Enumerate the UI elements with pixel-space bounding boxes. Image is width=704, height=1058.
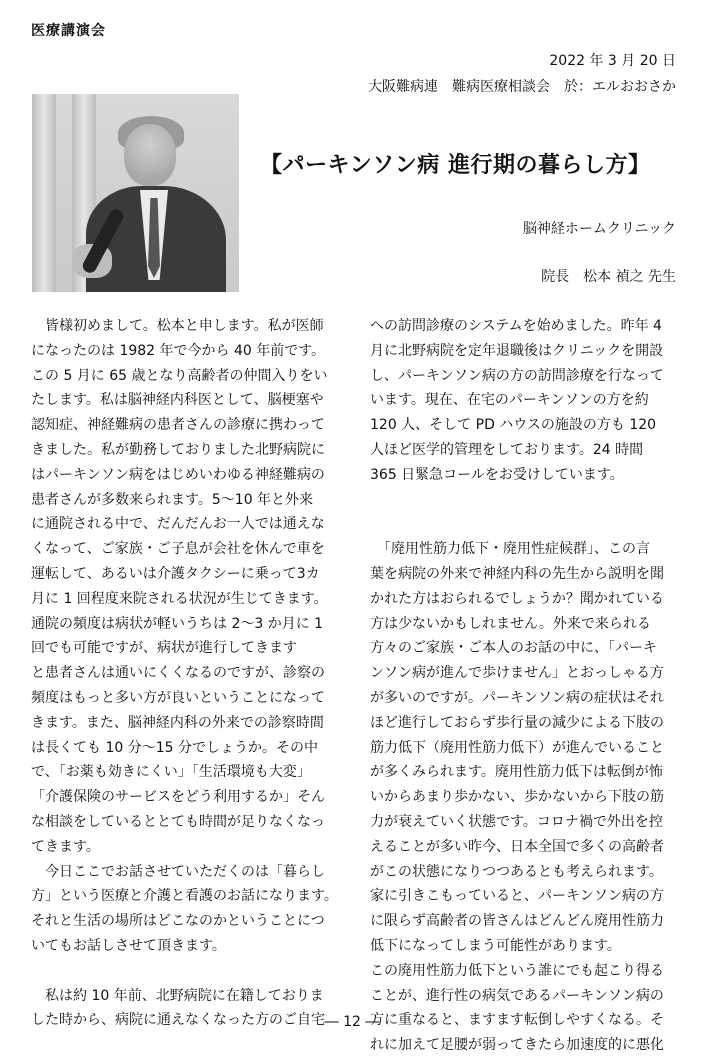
text-line: 今日ここでお話させていただくのは「暮らし: [31, 863, 325, 880]
speaker-head-shape: [124, 124, 176, 186]
speaker-photo: [32, 94, 239, 292]
text-line: 月に北野病院を定年退職後はクリニックを開設: [370, 342, 664, 359]
text-line: かれた方はおられるでしょうか？聞かれている: [370, 590, 664, 607]
text-line: 認知症、神経難病の患者さんの診療に携わって: [31, 417, 325, 434]
text-line: 通院の頻度は病状が軽いうちは 2～3 か月に 1: [31, 615, 324, 632]
text-line: な相談をしているととても時間が足りなくなっ: [31, 813, 325, 830]
text-line: いからあまり歩かない、歩かないから下肢の筋: [370, 789, 664, 806]
speaker-name: 院長 松本 禎之 先生: [541, 269, 676, 285]
text-line: ことが、進行性の病気であるパーキンソン病の: [370, 987, 664, 1004]
text-line: 方々のご家族・ご本人のお話の中に、「パーキ: [370, 640, 657, 657]
text-line: 365 日緊急コールをお受けしています。: [370, 466, 624, 483]
text-line: 運転して、あるいは介護タクシーに乗って3カ: [31, 565, 320, 582]
text-line: 方」という医療と介護と看護のお話になります。: [31, 888, 338, 905]
text-line: 筋力低下（廃用性筋力低下）が進んでいること: [370, 739, 664, 756]
text-line: たします。私は脳神経内科医として、脳梗塞や: [31, 392, 324, 409]
text-line: した時から、病院に通えなくなった方のご自宅: [31, 1012, 325, 1029]
text-line: きました。私が勤務しておりました北野病院に: [31, 441, 325, 458]
text-line: 「介護保険のサービスをどう利用するか」そん: [31, 789, 325, 806]
text-line: 葉を病院の外来で神経内科の先生から説明を聞: [370, 565, 664, 582]
text-line: れに加えて足腰が弱ってきたら加速度的に悪化: [370, 1037, 664, 1054]
text-line: 「廃用性筋力低下・廃用性症候群」、この言: [370, 541, 650, 558]
text-line: いてもお話しさせて頂きます。: [31, 937, 226, 954]
text-line: 低下になってしまう可能性があります。: [370, 937, 621, 954]
text-line: がこの状態になりつつあるとも考えられます。: [370, 863, 663, 880]
clinic-name: 脳神経ホームクリニック: [522, 221, 676, 237]
text-line: 方に重なると、ますます転倒しやすくなる。そ: [370, 1012, 664, 1029]
text-line: 方は少ないかもしれません。外来で来られる: [370, 615, 651, 632]
text-line: えることが多い昨今、日本全国で多くの高齢者: [370, 838, 664, 855]
right-column: [370, 314, 691, 1058]
lecture-title: 【パーキンソン病 進行期の暮らし方】: [260, 153, 651, 178]
left-column: [31, 314, 352, 1033]
text-line: [31, 959, 352, 984]
text-line: それと生活の場所はどこなのかということにつ: [31, 913, 325, 930]
text-line: この 5 月に 65 歳となり高齢者の仲間入りをい: [31, 367, 328, 384]
text-line: 120 人、そして PD ハウスの施設の方も 120: [370, 417, 657, 434]
section-label: 医療講演会: [31, 23, 106, 39]
text-line: 頻度はもっと多い方が良いということになって: [31, 689, 325, 706]
text-line: に限らず高齢者の皆さんはどんどん廃用性筋力: [370, 913, 664, 930]
text-line: 私は約 10 年前、北野病院に在籍しておりま: [31, 987, 324, 1004]
event-date: 2022 年 3 月 20 日: [549, 53, 676, 69]
text-line: てきます。: [31, 838, 100, 855]
text-line: に通院される中で、だんだんお一人では通えな: [31, 516, 325, 533]
text-line: います。現在、在宅のパーキンソンの方を約: [370, 392, 649, 409]
text-line: 家に引きこもっていると、パーキンソン病の方: [370, 888, 664, 905]
text-line: 人ほど医学的管理をしております。24 時間: [370, 441, 644, 458]
text-line: この廃用性筋力低下という誰にでも起こり得る: [370, 962, 664, 979]
event-venue: 大阪難病連 難病医療相談会 於：エルおおさか: [368, 79, 676, 95]
text-line: ンソン病が進んで歩けません」とおっしゃる方: [370, 665, 664, 682]
text-line: ほど進行しておらず歩行量の減少による下肢の: [370, 714, 664, 731]
text-line: 月に 1 回程度来院される状況が生じてきます。: [31, 590, 328, 607]
text-line: [370, 488, 691, 513]
text-line: で、「お薬も効きにくい」「生活環境も大変」: [31, 764, 311, 781]
text-line: が多いのですが。パーキンソン病の症状はそれ: [370, 689, 664, 706]
text-line: [370, 512, 691, 537]
text-line: はパーキンソン病をはじめいわゆる神経難病の: [31, 466, 325, 483]
curtain-shape: [32, 94, 56, 292]
text-line: 力が衰えていく状態です。コロナ禍で外出を控: [370, 813, 663, 830]
text-line: になったのは 1982 年で今から 40 年前です。: [31, 342, 326, 359]
text-line: が多くみられます。廃用性筋力低下は転倒が怖: [370, 764, 663, 781]
text-line: 皆様初めまして。松本と申します。私が医師: [31, 318, 324, 334]
text-line: くなって、ご家族・ご子息が会社を休んで車を: [31, 541, 325, 558]
text-line: と患者さんは通いにくくなるのですが、診察の: [31, 665, 325, 682]
text-line: への訪問診療のシステムを始めました。昨年 4: [370, 318, 662, 334]
text-line: 患者さんが多数来られます。5～10 年と外来: [31, 491, 314, 508]
text-line: し、パーキンソン病の方の訪問診療を行なって: [370, 367, 664, 384]
text-line: は長くても 10 分～15 分でしょうか。その中: [31, 739, 318, 756]
text-line: 回でも可能ですが、病状が進行してきます: [31, 640, 297, 657]
page-number: ― 12 ―: [324, 1014, 380, 1030]
event-header: [368, 48, 676, 100]
text-line: きます。また、脳神経内科の外来での診察時間: [31, 714, 324, 731]
